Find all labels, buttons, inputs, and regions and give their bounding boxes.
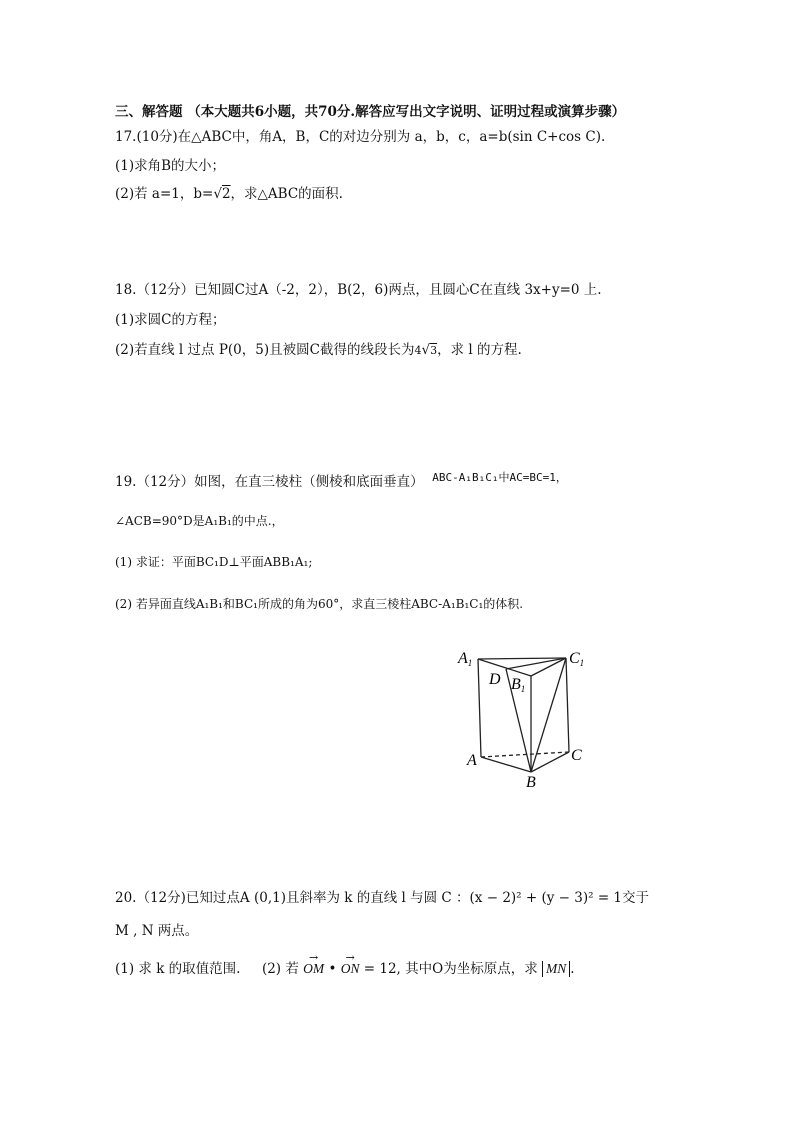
q18-stem: 18.（12分）已知圆C过A（-2，2），B(2，6)两点，且圆心C在直线 3x+y=0 上. <box>115 282 602 298</box>
label-a: A <box>467 752 477 769</box>
abs-mn: MN <box>542 961 570 977</box>
q17-part2-pre: (2)若 a=1，b= <box>115 186 214 202</box>
q19-stem-pre: 19.（12分）如图，在直三棱柱（侧棱和底面垂直） <box>115 474 424 490</box>
vector-om: → OM <box>303 960 324 978</box>
q17-part2-post: ，求△ABC的面积. <box>230 186 343 202</box>
q20-part1: (1) 求 k 的取值范围. <box>115 961 241 977</box>
edge-a1-b1 <box>478 659 531 676</box>
q18-part2-post: ，求 l 的方程. <box>437 342 522 358</box>
q20-stem-mid: A (0,1)且斜率为 k 的直线 l 与圆 C ：(x − 2)² + (y − 3)² = 1交于 <box>239 890 650 906</box>
q19-line2: ∠ACB=90°D是A₁B₁的中点.， <box>115 514 284 528</box>
q20-period: . <box>570 961 575 977</box>
label-d: D <box>489 671 501 688</box>
edge-a1-c1 <box>478 658 566 659</box>
q18-sqrt-value: 3 <box>430 344 438 357</box>
q18-part2-pre: (2)若直线 l 过点 P(0，5)且被圆C截得的线段长为 <box>115 342 415 358</box>
q17-stem: 17.(10分)在△ABC中，角A，B，C的对边分别为 a，b，c，a=b(sin C+cos C). <box>115 129 606 145</box>
label-c1: C1 <box>569 650 585 668</box>
q17-sqrt-value: 2 <box>221 186 231 202</box>
dot-operator: • <box>328 961 337 977</box>
vector-on: → ON <box>341 960 360 978</box>
edge-b-c1 <box>531 658 566 772</box>
q18-part2: (2)若直线 l 过点 P(0，5)且被圆C截得的线段长为4√3，求 l 的方程. <box>115 342 522 358</box>
q18-coef: 4 <box>414 344 422 357</box>
q20-stem-pre: 20.（12分)已知过点 <box>115 890 240 906</box>
q19-prism: ABC-A₁B₁C₁ <box>432 471 499 484</box>
edge-d-c1 <box>506 658 566 669</box>
q20-part2-post: = 12, 其中O为坐标原点，求 <box>363 961 538 977</box>
label-a1: A1 <box>458 650 473 668</box>
label-b1: B1 <box>511 676 526 694</box>
q20-line2: M , N 两点。 <box>115 923 199 939</box>
q19-stem-post: 中AC=BC=1， <box>498 471 567 484</box>
q19-part2: (2) 若异面直线A₁B₁和BC₁所成的角为60°，求直三棱柱ABC-A₁B₁C₁的体积. <box>115 597 524 611</box>
q19-part1: (1) 求证：平面BC₁D⊥平面ABB₁A₁; <box>115 555 313 569</box>
edge-c-c1 <box>566 658 569 752</box>
section-title: 三、解答题 （本大题共6小题，共70分.解答应写出文字说明、证明过程或演算步骤） <box>115 104 626 120</box>
label-c: C <box>571 747 582 764</box>
q20-stem <box>115 889 649 907</box>
edge-a-c-hidden <box>481 752 569 757</box>
q20-part2-pre: (2) 若 <box>261 961 299 977</box>
q20-parts <box>115 960 575 978</box>
edge-a-a1 <box>478 659 481 757</box>
label-b: B <box>526 774 536 791</box>
q17-part1: (1)求角B的大小； <box>115 158 226 174</box>
edge-a-b <box>481 757 531 772</box>
q18-part1: (1)求圆C的方程； <box>115 312 226 328</box>
q17-part2: (2)若 a=1，b=√2，求△ABC的面积. <box>115 186 343 202</box>
